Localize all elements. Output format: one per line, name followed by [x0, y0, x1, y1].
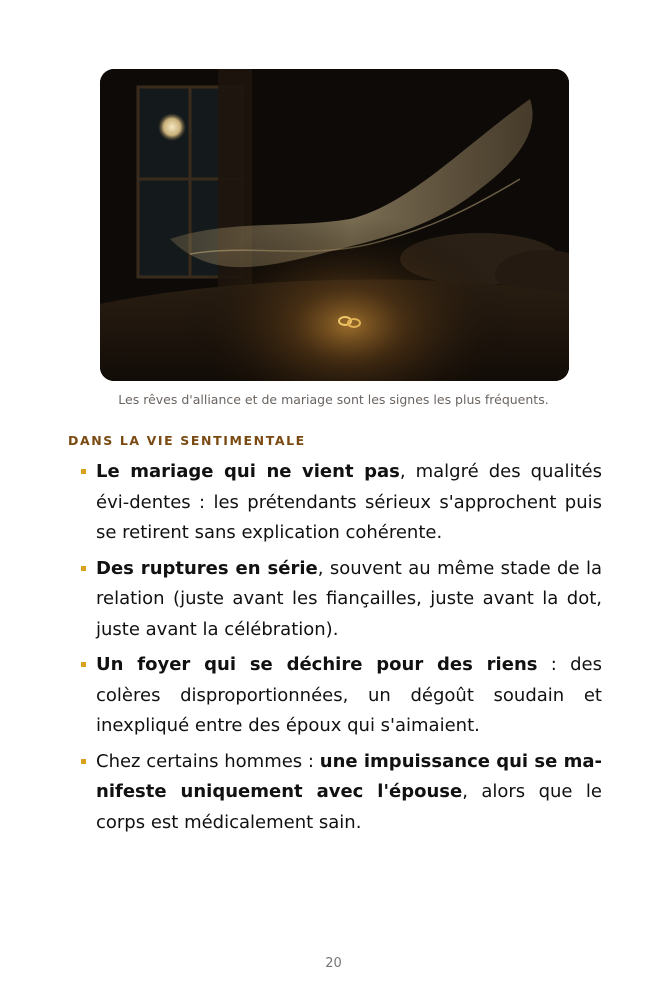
figure-caption: Les rêves d'alliance et de mariage sont les signes les plus fréquents.	[118, 392, 549, 407]
page-number: 20	[325, 956, 342, 971]
bullet-square-icon	[81, 469, 86, 474]
bullet-square-icon	[81, 566, 86, 571]
list-item: Un foyer qui se déchire pour des riens : des colères disproportionnées, un dégoût soudain et inexpliqué entre des époux qui s'aimaient.	[80, 650, 602, 742]
list-item: Des ruptures en série, souvent au même stade de la relation (juste avant les fiançailles, juste avant la dot, juste avant la célébration).	[80, 554, 602, 646]
bullet-square-icon	[81, 662, 86, 667]
symptom-list	[80, 457, 602, 843]
bedroom-scene-image	[100, 69, 569, 381]
illustration-night-bedroom-veil	[100, 69, 569, 381]
bullet-square-icon	[81, 759, 86, 764]
list-item: Le mariage qui ne vient pas, malgré des qualités évi-dentes : les prétendants sérieux s'approchent puis se retirent sans explication cohérente.	[80, 457, 602, 549]
section-heading: DANS LA VIE SENTIMENTALE	[68, 433, 306, 448]
list-item: Chez certains hommes : une impuissance qui se ma-nifeste uniquement avec l'épouse, alors que le corps est médicalement sain.	[80, 747, 602, 839]
